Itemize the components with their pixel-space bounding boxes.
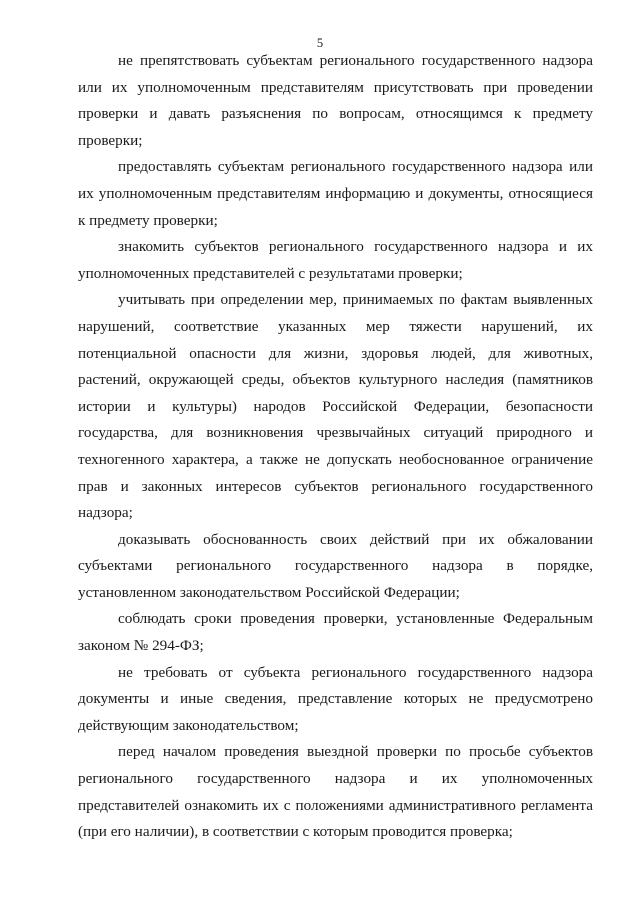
document-body [78,48,593,846]
paragraph: знакомить субъектов регионального государственного надзора и их уполномоченных представителей с результатами проверки; [78,238,593,282]
paragraph: перед началом проведения выездной проверки по просьбе субъектов регионального государственного надзора и их уполномоченных представителей ознакомить их с положениями административного регламента (при его наличии), в соответствии с которым проводится проверка; [78,743,593,841]
paragraph: предоставлять субъектам регионального государственного надзора или их уполномоченным представителям информацию и документы, относящиеся к предмету проверки; [78,158,593,229]
paragraph: учитывать при определении мер, принимаемых по фактам выявленных нарушений, соответствие указанных мер тяжести нарушений, их потенциальной опасности для жизни, здоровья людей, для животных, растений, окружающей среды, объектов культурного наследия (памятников истории и культуры) народов Российской Федерации, безопасности государства, для возникновения чрезвычайных ситуаций природного и техногенного характера, а также не допускать необоснованное ограничение прав и законных интересов субъектов регионального государственного надзора; [78,291,593,522]
paragraph: соблюдать сроки проведения проверки, установленные Федеральным законом № 294-ФЗ; [78,610,593,655]
paragraph: не требовать от субъекта регионального государственного надзора документы и иные сведения, представление которых не предусмотрено действующим законодательством; [78,663,593,734]
paragraph: не препятствовать субъектам регионального государственного надзора или их уполномоченным представителям присутствовать при проведении проверки и давать разъяснения по вопросам, относящимся к предмету проверки; [78,52,593,149]
page-number: 5 [316,36,324,50]
paragraph: доказывать обоснованность своих действий при их обжаловании субъектами регионального государственного надзора в порядке, установленном законодательством Российской Федерации; [78,530,593,601]
